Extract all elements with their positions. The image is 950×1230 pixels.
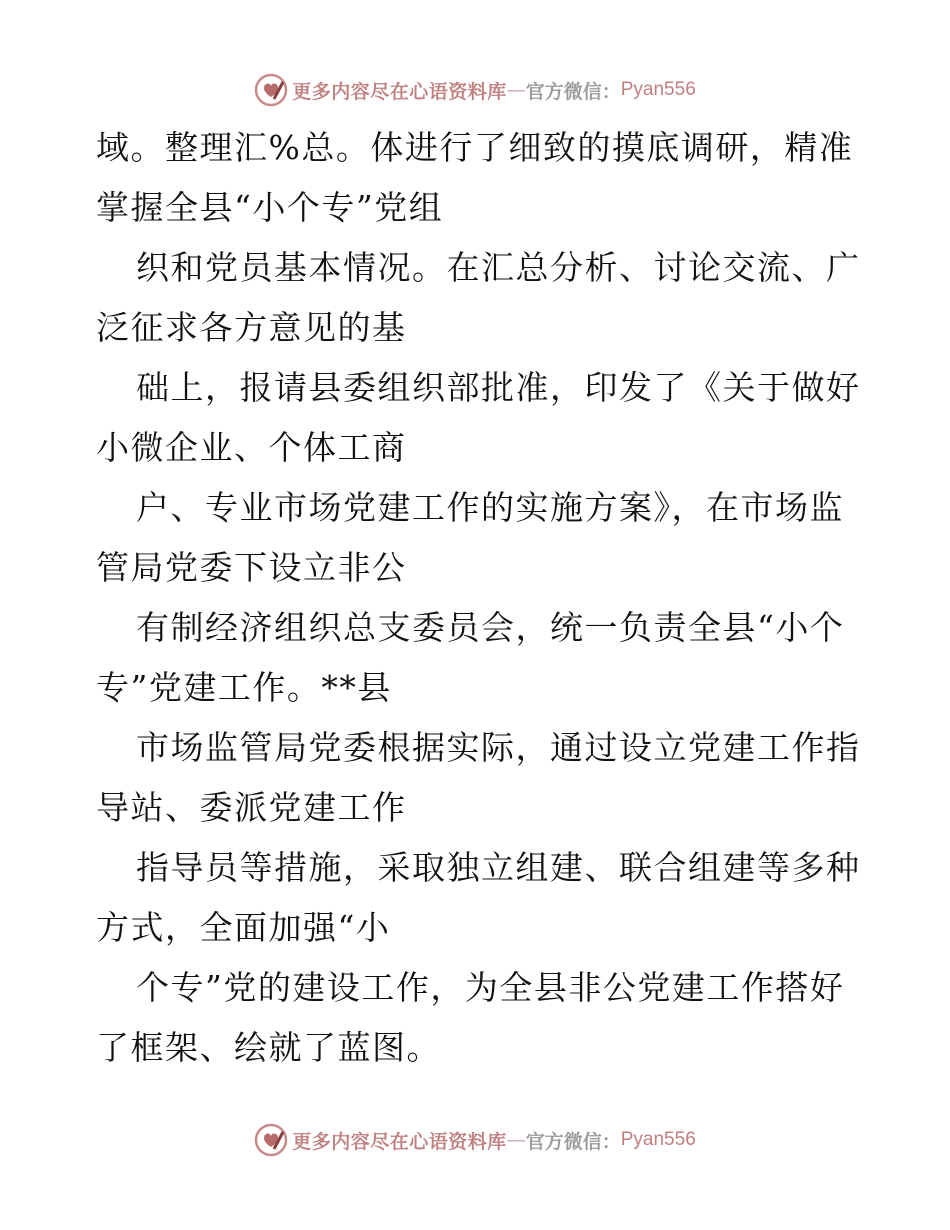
heart-pen-logo-icon [254, 73, 288, 107]
banner-wechat-id: Pyan556 [620, 1129, 696, 1150]
banner-separator: — [506, 79, 526, 101]
text-line: 织和党员基本情况。在汇总分析、讨论交流、广 [136, 248, 861, 287]
footer-banner [0, 1120, 950, 1160]
text-line: 有制经济组织总支委员会，统一负责全县“小个 [136, 608, 845, 647]
document-body [96, 118, 866, 1078]
banner-wechat-label: 官方微信： [525, 1130, 621, 1153]
banner-text: 更多内容尽在心语资料库 [292, 80, 507, 103]
text-line: 个专”党的建设工作，为全县非公党建工作搭好 [136, 968, 845, 1007]
text-line: 管局党委下设立非公 [96, 548, 407, 587]
text-line: 域。整理汇%总。体进行了细致的摸底调研，精准 [96, 128, 854, 167]
text-line: 指导员等措施，采取独立组建、联合组建等多种 [136, 848, 861, 887]
text-line: 导站、委派党建工作 [96, 788, 407, 827]
text-line: 泛征求各方意见的基 [96, 308, 407, 347]
text-line: 方式，全面加强“小 [96, 908, 391, 947]
banner-text: 更多内容尽在心语资料库 [292, 1130, 507, 1153]
text-line: 础上，报请县委组织部批准，印发了《关于做好 [136, 368, 861, 407]
banner-wechat-label: 官方微信： [525, 80, 621, 103]
banner-separator: — [506, 1129, 526, 1151]
heart-pen-logo-icon [254, 1123, 288, 1157]
banner-wechat-id: Pyan556 [620, 79, 696, 100]
text-line: 小微企业、个体工商 [96, 428, 407, 467]
header-banner [0, 70, 950, 110]
text-line: 户、专业市场党建工作的实施方案》，在市场监 [136, 488, 844, 527]
text-line: 专”党建工作。**县 [96, 668, 392, 707]
text-line: 市场监管局党委根据实际，通过设立党建工作指 [136, 728, 861, 767]
text-line: 了框架、绘就了蓝图。 [96, 1028, 441, 1067]
text-line: 掌握全县“小个专”党组 [96, 188, 444, 227]
